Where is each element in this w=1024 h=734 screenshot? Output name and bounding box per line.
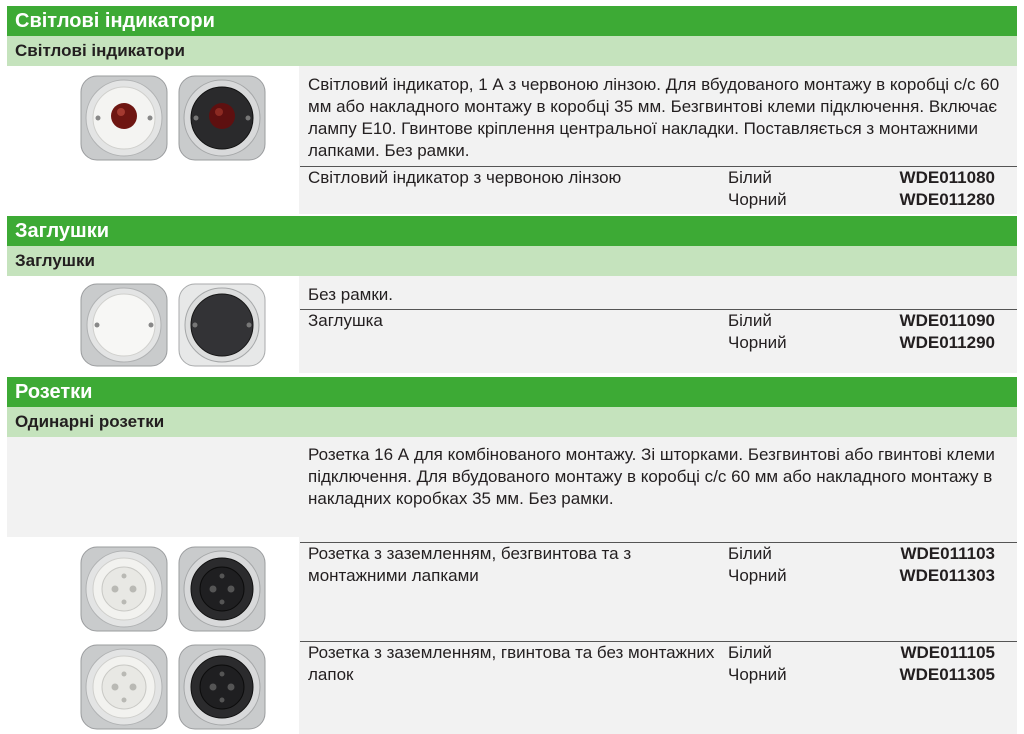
color-black: Чорний bbox=[728, 190, 787, 209]
article-code: WDE011280 bbox=[899, 190, 995, 209]
indicator-black-image bbox=[177, 74, 267, 162]
product-row-indicator bbox=[300, 166, 1017, 213]
plug-white-image bbox=[79, 282, 169, 368]
product-name: Заглушка bbox=[308, 311, 383, 330]
socket-screw-black-image bbox=[177, 643, 267, 731]
article-code: WDE011303 bbox=[899, 566, 995, 585]
subheader-indicators: Світлові індикатори bbox=[7, 36, 1017, 66]
plugs-image-area bbox=[7, 276, 299, 373]
plug-black-image bbox=[177, 282, 267, 368]
product-row-plug bbox=[300, 309, 1017, 356]
code-list bbox=[900, 642, 995, 686]
socket-screwless-black-image bbox=[177, 545, 267, 633]
product-row-socket-screw bbox=[300, 641, 1017, 702]
indicators-image-area bbox=[7, 66, 299, 214]
section-header-indicators: Світлові індикатори bbox=[7, 6, 1017, 36]
product-row-socket-screwless bbox=[300, 542, 1017, 633]
indicator-white-image bbox=[79, 74, 169, 162]
subheader-plugs: Заглушки bbox=[7, 246, 1017, 276]
plugs-description: Без рамки. bbox=[308, 285, 394, 304]
sockets-description: Розетка 16 А для комбінованого монтажу. Зі шторками. Безгвинтові або гвинтові клеми підключення. Для вбудованого монтажу в коробці с/с 60 мм або накладного монтажу в накладних коробках 35 мм. Без рамки. bbox=[308, 445, 995, 508]
code-list bbox=[900, 310, 995, 354]
color-list bbox=[728, 310, 787, 354]
product-name: Розетка з заземленням, гвинтова та без монтажних лапок bbox=[308, 643, 715, 684]
article-code: WDE011103 bbox=[900, 544, 995, 563]
section-header-plugs: Заглушки bbox=[7, 216, 1017, 246]
article-code: WDE011090 bbox=[899, 311, 995, 330]
article-code: WDE011080 bbox=[899, 168, 995, 187]
color-list bbox=[728, 543, 787, 587]
color-white: Білий bbox=[728, 168, 772, 187]
subheader-sockets: Одинарні розетки bbox=[7, 407, 1017, 437]
article-code: WDE011305 bbox=[899, 665, 995, 684]
product-name: Розетка з заземленням, безгвинтова та з монтажними лапками bbox=[308, 544, 632, 585]
code-list bbox=[900, 167, 995, 211]
color-black: Чорний bbox=[728, 333, 787, 352]
code-list bbox=[900, 543, 995, 587]
product-name: Світловий індикатор з червоною лінзою bbox=[308, 168, 622, 187]
color-black: Чорний bbox=[728, 665, 787, 684]
article-code: WDE011105 bbox=[900, 643, 995, 662]
color-list bbox=[728, 167, 787, 211]
indicators-description: Світловий індикатор, 1 А з червоною лінзою. Для вбудованого монтажу в коробці с/с 60 мм або накладного монтажу в коробці 35 мм. Безгвинтові клеми підключення. Включає лампу Е10. Гвинтове кріплення центральної накладки. Поставляється з монтажними лапками. Без рамки. bbox=[308, 75, 1000, 160]
section-header-sockets: Розетки bbox=[7, 377, 1017, 407]
article-code: WDE011290 bbox=[899, 333, 995, 352]
color-white: Білий bbox=[728, 544, 772, 563]
sockets-image-area bbox=[7, 537, 299, 734]
socket-screwless-white-image bbox=[79, 545, 169, 633]
color-white: Білий bbox=[728, 311, 772, 330]
color-list bbox=[728, 642, 787, 686]
color-white: Білий bbox=[728, 643, 772, 662]
color-black: Чорний bbox=[728, 566, 787, 585]
socket-screw-white-image bbox=[79, 643, 169, 731]
